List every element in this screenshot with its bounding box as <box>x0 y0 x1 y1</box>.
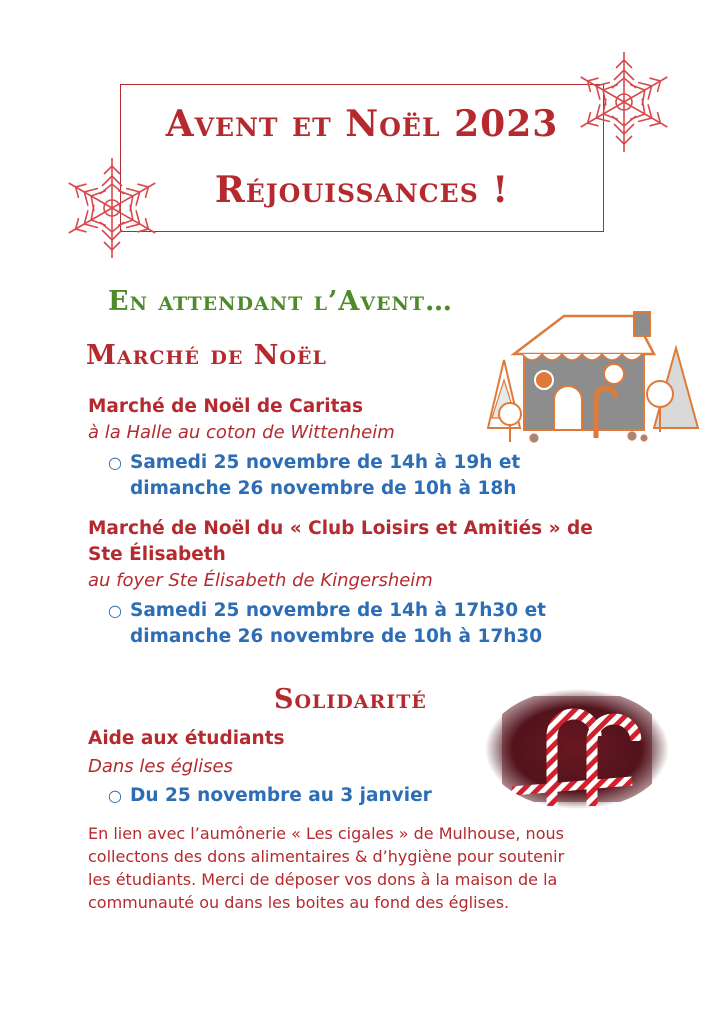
snowflake-icon <box>568 46 680 158</box>
bullet-icon: ○ <box>108 786 122 805</box>
event-place: au foyer Ste Élisabeth de Kingersheim <box>88 570 433 591</box>
event-title: Marché de Noël du « Club Loisirs et Amitiés » de <box>88 518 593 539</box>
snowflake-icon <box>56 152 168 264</box>
bullet-icon: ○ <box>108 453 122 472</box>
candy-cane-photo <box>482 686 672 812</box>
event-date: dimanche 26 novembre de 10h à 18h <box>130 478 517 499</box>
paragraph-line: les étudiants. Merci de déposer vos dons à la maison de la <box>88 870 558 889</box>
bullet-icon: ○ <box>108 601 122 620</box>
solidarite-heading: Solidarité <box>274 684 427 715</box>
marche-heading: Marché de Noël <box>86 340 327 371</box>
event-title: Marché de Noël de Caritas <box>88 396 363 417</box>
section-intro-heading: En attendant l’Avent… <box>108 286 454 317</box>
solidarite-date: Du 25 novembre au 3 janvier <box>130 785 432 806</box>
paragraph-line: communauté ou dans les boites au fond des églises. <box>88 893 510 912</box>
event-place: à la Halle au coton de Wittenheim <box>88 422 395 443</box>
title-box <box>120 84 604 232</box>
paragraph-line: En lien avec l’aumônerie « Les cigales » de Mulhouse, nous <box>88 824 564 843</box>
gingerbread-house-icon <box>484 310 702 444</box>
solidarite-place: Dans les églises <box>88 756 233 777</box>
page-title: Avent et Noël 2023 <box>165 103 559 145</box>
solidarite-title: Aide aux étudiants <box>88 728 285 749</box>
paragraph-line: collectons des dons alimentaires & d’hygiène pour soutenir <box>88 847 565 866</box>
event-title: Ste Élisabeth <box>88 544 226 565</box>
event-date: dimanche 26 novembre de 10h à 17h30 <box>130 626 543 647</box>
event-date: Samedi 25 novembre de 14h à 19h et <box>130 452 521 473</box>
event-date: Samedi 25 novembre de 14h à 17h30 et <box>130 600 546 621</box>
page-subtitle: Réjouissances ! <box>214 169 510 211</box>
